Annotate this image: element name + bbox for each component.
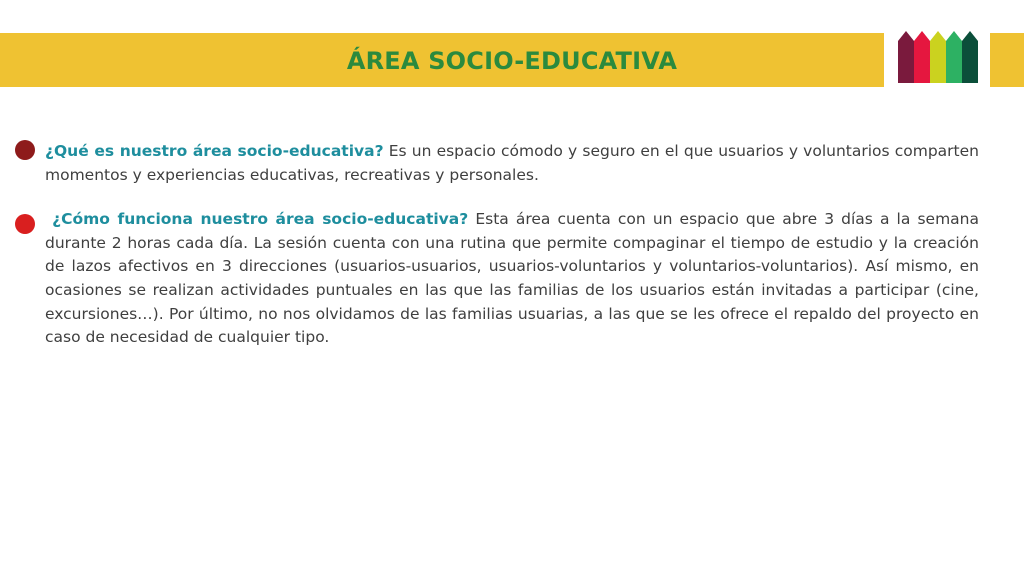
pencil-3 xyxy=(930,31,946,83)
content-body xyxy=(45,140,979,371)
paragraph-text: Esta área cuenta con un espacio que abre 3 días a la semana durante 2 horas cada día. La sesión cuenta con una rutina que permite compaginar el tiempo de estudio y la creación de lazos afectivos en 3 direcciones (usuarios-usuarios, usuarios-voluntarios y voluntarios-voluntarios). Así mismo, en ocasiones se realizan actividades puntuales en las que las familias de los usuarios están invitadas a participar (cine, excursiones…). Por último, no nos olvidamos de las familias usuarias, a las que se les ofrece el repaldo del proyecto en caso de necesidad de cualquier tipo. xyxy=(45,210,979,347)
pencil-4 xyxy=(946,31,962,83)
page-title: ÁREA SOCIO-EDUCATIVA xyxy=(346,47,678,75)
paragraph-how-works xyxy=(45,208,979,350)
bullet-dot xyxy=(15,214,35,234)
pencil-5 xyxy=(962,31,978,83)
pencil-1 xyxy=(898,31,914,83)
paragraph-text: Es un espacio cómodo y seguro en el que usuarios y voluntarios comparten momentos y experiencias educativas, recreativas y personales. xyxy=(45,142,979,184)
pencil-2 xyxy=(914,31,930,83)
bullet-dot xyxy=(15,140,35,160)
paragraph-what-is xyxy=(45,140,979,187)
pencils-logo-icon xyxy=(898,31,980,83)
question-heading: ¿Cómo funciona nuestro área socio-educativa? xyxy=(52,210,469,229)
question-heading: ¿Qué es nuestro área socio-educativa? xyxy=(45,142,384,160)
